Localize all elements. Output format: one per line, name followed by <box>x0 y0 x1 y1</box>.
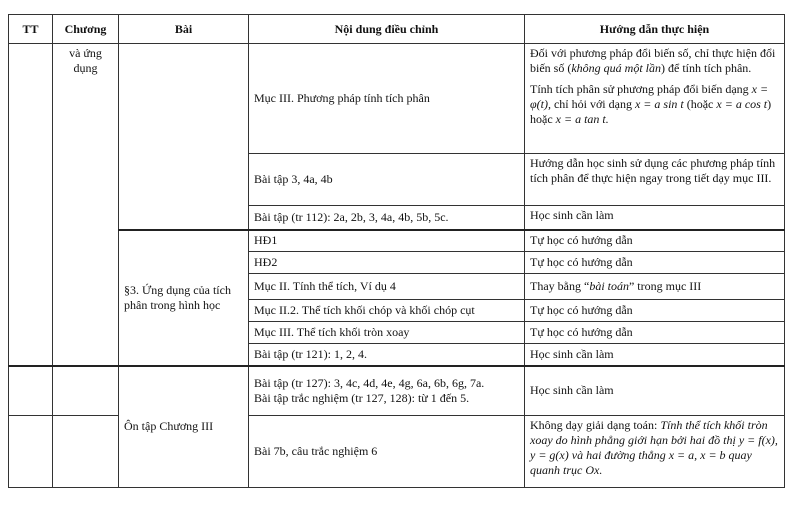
huong-dan-paragraph: Đối với phương pháp đổi biến số, chỉ thực hiện đổi biến số (không quá một lần) để tính tích phân. <box>530 46 776 75</box>
noi-dung-cell: Mục III. Thể tích khối tròn xoay <box>249 322 525 344</box>
formula: x = a cos t <box>716 97 768 111</box>
chuong-cell <box>53 366 119 416</box>
huong-dan-cell: Tự học có hướng dẫn <box>525 252 785 274</box>
noi-dung-cell: Bài tập (tr 127): 3, 4c, 4d, 4e, 4g, 6a, 6b, 6g, 7a. Bài tập trắc nghiệm (tr 127, 128): từ 1 đến 5. <box>249 366 525 416</box>
adjustment-table <box>8 14 785 488</box>
bai-cell: §3. Ứng dụng của tích phân trong hình học <box>119 230 249 366</box>
huong-dan-cell: Không dạy giải dạng toán: Tính thể tích khối tròn xoay do hình phẳng giới hạn bởi hai đồ thị y = f(x), y = g(x) và hai đường thẳng x = a, x = b quay quanh trục Ox. <box>525 416 785 488</box>
tt-cell <box>9 44 53 366</box>
formula: x = φ(t), <box>530 82 769 111</box>
tt-cell <box>9 416 53 488</box>
noi-dung-cell: Mục II.2. Thể tích khối chóp và khối chóp cụt <box>249 300 525 322</box>
noi-dung-cell: Bài tập 3, 4a, 4b <box>249 154 525 206</box>
noi-dung-cell: Bài 7b, câu trắc nghiệm 6 <box>249 416 525 488</box>
noi-dung-cell: Mục III. Phương pháp tính tích phân <box>249 44 525 154</box>
huong-dan-cell: Học sinh cần làm <box>525 366 785 416</box>
table-row <box>9 230 785 252</box>
chuong-cell: và ứng dụng <box>53 44 119 366</box>
huong-dan-cell: Tự học có hướng dẫn <box>525 300 785 322</box>
formula: x = a tan t. <box>555 112 609 126</box>
noi-dung-cell: Mục II. Tính thể tích, Ví dụ 4 <box>249 274 525 300</box>
huong-dan-paragraph: Tính tích phân sử phương pháp đổi biến dạng x = φ(t), chỉ hỏi với dạng x = a sin t (hoặc x = a cos t) hoặc x = a tan t. <box>530 82 772 126</box>
huong-dan-cell: Tự học có hướng dẫn <box>525 322 785 344</box>
header-noi-dung: Nội dung điều chỉnh <box>249 15 525 44</box>
noi-dung-cell: HĐ1 <box>249 230 525 252</box>
huong-dan-cell: Tự học có hướng dẫn <box>525 230 785 252</box>
table-row <box>9 366 785 416</box>
formula: y = f(x), y = g(x) <box>530 433 778 462</box>
huong-dan-cell: Học sinh cần làm <box>525 206 785 230</box>
huong-dan-cell: Thay bằng “bài toán” trong mục III <box>525 274 785 300</box>
huong-dan-cell: Học sinh cần làm <box>525 344 785 366</box>
tt-cell <box>9 366 53 416</box>
formula: x = a, x = b quay quanh trục Ox. <box>530 448 752 477</box>
huong-dan-cell <box>525 44 785 154</box>
bai-cell: Ôn tập Chương III <box>119 366 249 488</box>
header-row <box>9 15 785 44</box>
table-row <box>9 44 785 154</box>
formula: x = a sin t <box>634 97 684 111</box>
chuong-cell <box>53 416 119 488</box>
header-huong-dan: Hướng dẫn thực hiện <box>525 15 785 44</box>
huong-dan-cell: Hướng dẫn học sinh sử dụng các phương pháp tính tích phân để thực hiện ngay trong tiết dạy mục III. <box>525 154 785 206</box>
noi-dung-cell: Bài tập (tr 121): 1, 2, 4. <box>249 344 525 366</box>
noi-dung-cell: HĐ2 <box>249 252 525 274</box>
noi-dung-cell: Bài tập (tr 112): 2a, 2b, 3, 4a, 4b, 5b, 5c. <box>249 206 525 230</box>
header-bai: Bài <box>119 15 249 44</box>
header-tt: TT <box>9 15 53 44</box>
header-chuong: Chương <box>53 15 119 44</box>
adjustment-table-document <box>8 14 784 506</box>
bai-cell-empty <box>119 44 249 230</box>
